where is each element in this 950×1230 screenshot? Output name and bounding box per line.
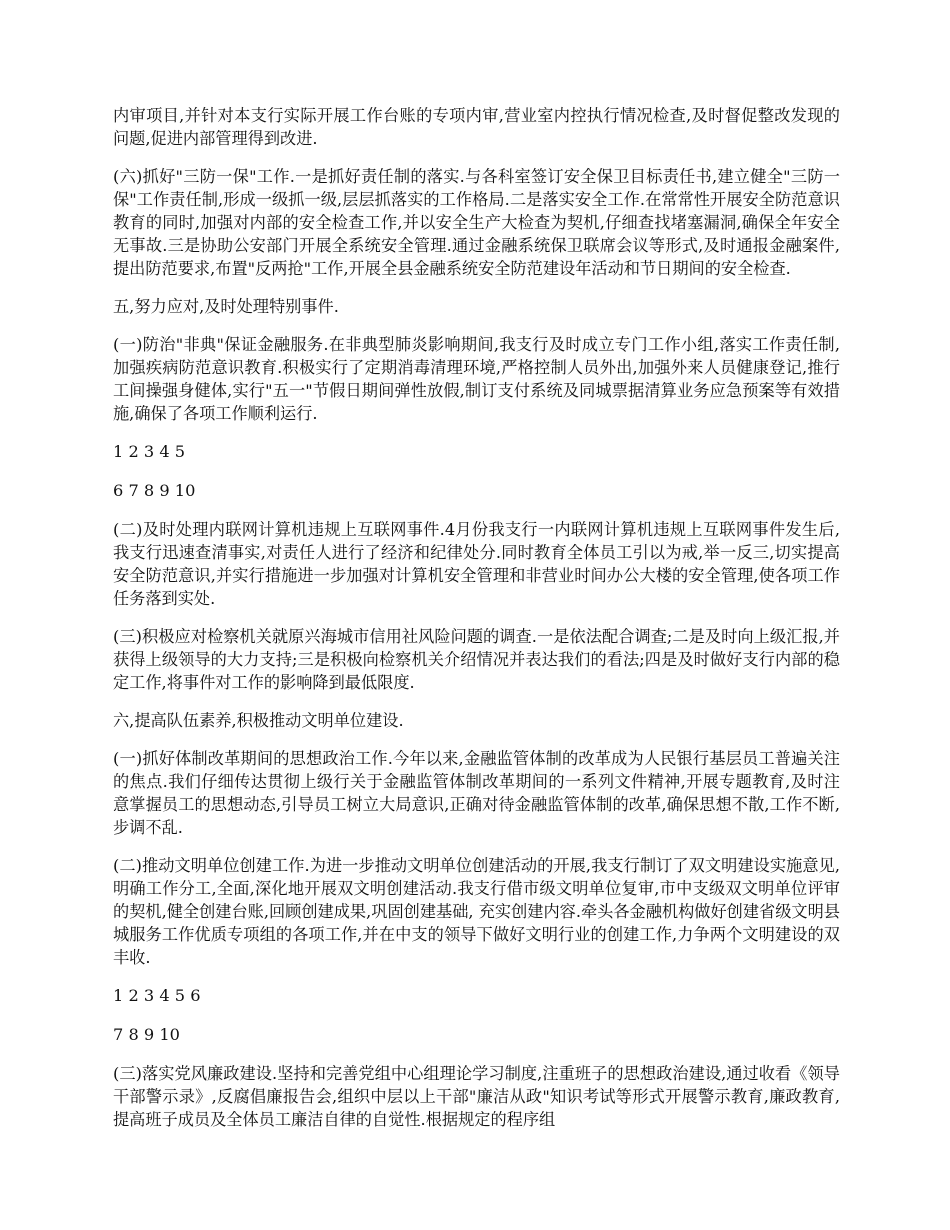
page-numbers-line-4: 7 8 9 10 xyxy=(113,1025,180,1044)
paragraph-internal-audit: 内审项目,并针对本支行实际开展工作台账的专项内审,营业室内控执行情况检查,及时督促整改发现的问题,促进内部管理得到改进. xyxy=(113,106,840,148)
paragraph-three-prevention: (六)抓好"三防一保"工作.一是抓好责任制的落实.与各科室签订安全保卫目标责任书,建立健全"三防一保"工作责任制,形成一级抓一级,层层抓落实的工作格局.二是落实安全工作.在常常性开展安全防范意识教育的同时,加强对内部的安全检查工作,并以安全生产大检查为契机,仔细查找堵塞漏洞,确保全年安全无事故.三是协助公安部门开展全系统安全管理.通过金融系统保卫联席会议等形式,及时通报金融案件,提出防范要求,布置"反两抢"工作,开展全县金融系统安全防范建设年活动和节日期间的安全检查. xyxy=(113,167,840,278)
paragraph-sars-prevention: (一)防治"非典"保证金融服务.在非典型肺炎影响期间,我支行及时成立专门工作小组,落实工作责任制,加强疾病防范意识教育.积极实行了定期消毒清理环境,严格控制人员外出,加强外来人员健康登记,推行工间操强身健体,实行"五一"节假日期间弹性放假,制订支付系统及同城票据清算业务应急预案等有效措施,确保了各项工作顺利运行. xyxy=(113,335,840,423)
page-numbers-line-1: 1 2 3 4 5 xyxy=(113,442,186,461)
paragraph-intranet-incident: (二)及时处理内联网计算机违规上互联网事件.4月份我支行一内联网计算机违规上互联网事件发生后,我支行迅速查清事实,对责任人进行了经济和纪律处分.同时教育全体员工引以为戒,举一反三,切实提高安全防范意识,并实行措施进一步加强对计算机安全管理和非营业时间办公大楼的安全管理,使各项工作任务落到实处. xyxy=(113,520,840,608)
section-heading-5: 五,努力应对,及时处理特别事件. xyxy=(113,297,339,316)
page-numbers-line-2: 6 7 8 9 10 xyxy=(113,481,196,500)
page-numbers-line-3: 1 2 3 4 5 6 xyxy=(113,986,201,1005)
section-heading-6: 六,提高队伍素养,积极推动文明单位建设. xyxy=(113,711,404,730)
paragraph-political-work: (一)抓好体制改革期间的思想政治工作.今年以来,金融监管体制的改革成为人民银行基层员工普遍关注的焦点.我们仔细传达贯彻上级行关于金融监管体制改革期间的一系列文件精神,开展专题教育,及时注意掌握员工的思想动态,引导员工树立大局意识,正确对待金融监管体制的改革,确保思想不散,工作不断,步调不乱. xyxy=(113,749,840,837)
paragraph-civilized-unit: (二)推动文明单位创建工作.为进一步推动文明单位创建活动的开展,我支行制订了双文明建设实施意见, 明确工作分工,全面,深化地开展双文明创建活动.我支行借市级文明单位复审,市中支级双文明单位评审的契机,健全创建台账,回顾创建成果,巩固创建基础, 充实创建内容.牵头各金融机构做好创建省级文明县城服务工作优质专项组的各项工作,并在中支的领导下做好文明行业的创建工作,力争两个文明建设的双丰收. xyxy=(113,856,840,967)
paragraph-procuratorate-investigation: (三)积极应对检察机关就原兴海城市信用社风险问题的调查.一是依法配合调查;二是及时向上级汇报,并获得上级领导的大力支持;三是积极向检察机关介绍情况并表达我们的看法;四是及时做好支行内部的稳定工作,将事件对工作的影响降到最低限度. xyxy=(113,627,840,692)
document-page xyxy=(113,104,840,1146)
paragraph-party-integrity: (三)落实党风廉政建设.坚持和完善党组中心组理论学习制度,注重班子的思想政治建设,通过收看《领导干部警示录》,反腐倡廉报告会,组织中层以上干部"廉洁从政"知识考试等形式开展警示教育,廉政教育,提高班子成员及全体员工廉洁自律的自觉性.根据规定的程序组 xyxy=(113,1064,840,1129)
